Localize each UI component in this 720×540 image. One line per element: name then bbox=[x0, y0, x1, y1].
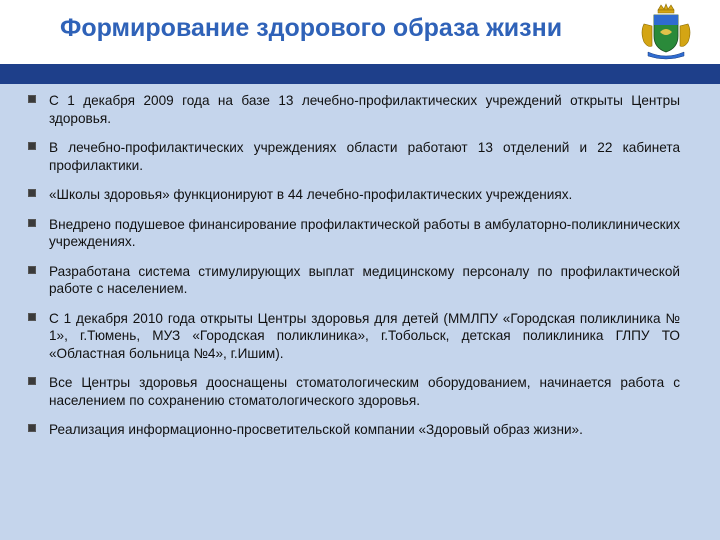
bullet-text: «Школы здоровья» функционируют в 44 лечебно-профилактических учреждениях. bbox=[49, 187, 573, 202]
list-item bbox=[28, 263, 680, 298]
square-bullet-icon bbox=[28, 424, 36, 432]
coat-of-arms-icon bbox=[630, 2, 702, 62]
bullet-text: Разработана система стимулирующих выплат медицинскому персоналу по профилактической работе с населением. bbox=[49, 263, 680, 296]
square-bullet-icon bbox=[28, 266, 36, 274]
square-bullet-icon bbox=[28, 377, 36, 385]
bullet-text: С 1 декабря 2010 года открыты Центры здоровья для детей (ММЛПУ «Городская поликлиника № 1», г.Тюмень, МУЗ «Городская поликлиника», г.Тобольск, детская поликлиника ГЛПУ ТО «Областная больница №4», г.Ишим). bbox=[49, 310, 680, 361]
list-item bbox=[28, 374, 680, 409]
slide-header bbox=[0, 0, 720, 62]
list-item bbox=[28, 92, 680, 127]
list-item bbox=[28, 310, 680, 363]
list-item bbox=[28, 216, 680, 251]
list-item bbox=[28, 139, 680, 174]
square-bullet-icon bbox=[28, 219, 36, 227]
square-bullet-icon bbox=[28, 313, 36, 321]
title-divider-bar bbox=[0, 64, 720, 84]
slide-title: Формирование здорового образа жизни bbox=[60, 14, 563, 42]
square-bullet-icon bbox=[28, 142, 36, 150]
bullet-list bbox=[28, 92, 680, 451]
bullet-text: Все Центры здоровья дооснащены стоматологическим оборудованием, начинается работа с населением по сохранению стоматологического здоровья. bbox=[49, 375, 680, 408]
list-item bbox=[28, 421, 680, 439]
square-bullet-icon bbox=[28, 95, 36, 103]
list-item bbox=[28, 186, 680, 204]
bullet-text: С 1 декабря 2009 года на базе 13 лечебно-профилактических учреждений открыты Центры здоровья. bbox=[49, 93, 680, 126]
bullet-text: В лечебно-профилактических учреждениях области работают 13 отделений и 22 кабинета профилактики. bbox=[49, 140, 680, 173]
bullet-text: Внедрено подушевое финансирование профилактической работы в амбулаторно-поликлинических учреждениях. bbox=[49, 216, 680, 249]
slide-content bbox=[0, 84, 720, 540]
bullet-text: Реализация информационно-просветительской компании «Здоровый образ жизни». bbox=[49, 422, 583, 437]
square-bullet-icon bbox=[28, 189, 36, 197]
